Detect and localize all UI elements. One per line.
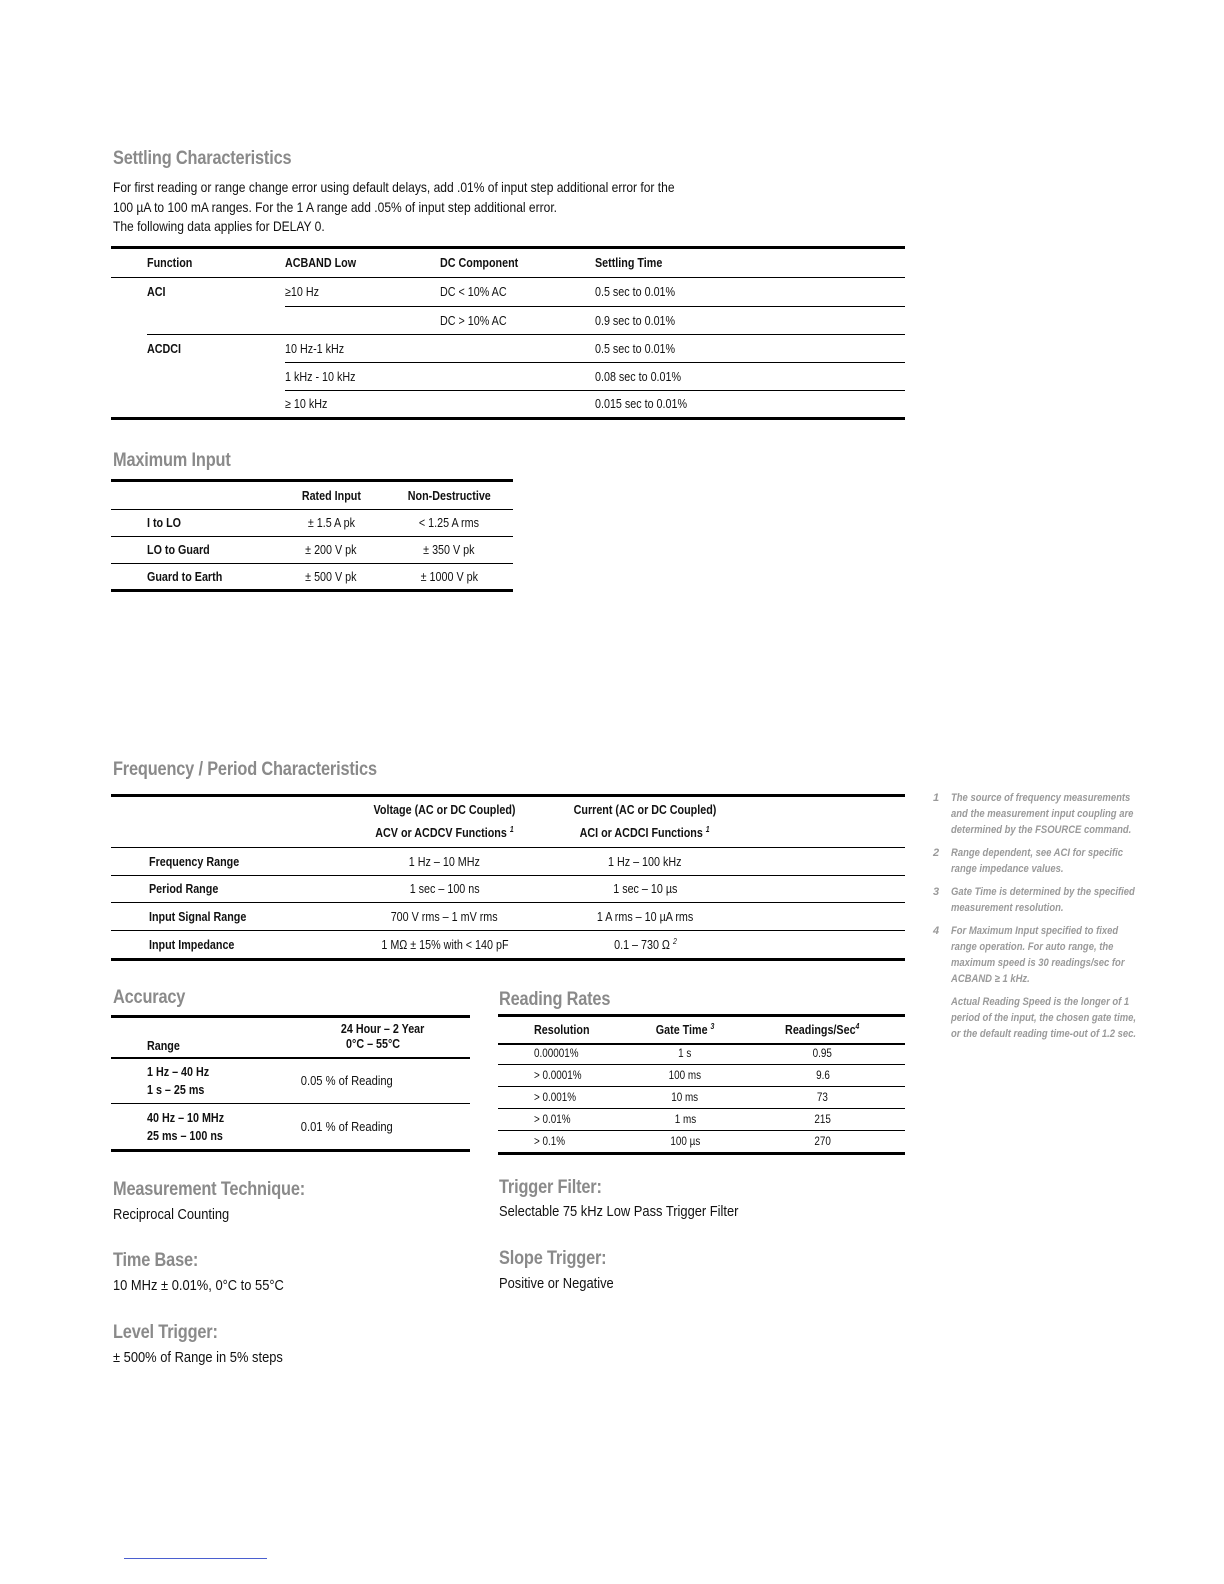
- freq-cell: 1 Hz – 10 MHz: [408, 854, 481, 869]
- footnote-note: [933, 994, 1173, 1046]
- accuracy-range-1: 1 Hz – 40 Hz: [147, 1064, 210, 1079]
- footnote-line: Actual Reading Speed is the longer of 1: [951, 996, 1130, 1008]
- max-cell: ± 1000 V pk: [420, 569, 478, 584]
- max-cell: ± 350 V pk: [423, 543, 475, 557]
- footnote: [933, 923, 1173, 993]
- rr-cell: 215: [814, 1113, 831, 1126]
- max-cell: < 1.25 A rms: [418, 516, 480, 530]
- footnote-line: maximum speed is 30 readings/sec for: [951, 957, 1125, 969]
- rr-cell: 9.6: [815, 1069, 830, 1082]
- footnote-line: or the default reading time-out of 1.2 sec.: [951, 1028, 1137, 1040]
- rr-header-gate-sup: 3: [710, 1022, 715, 1032]
- table-row: [498, 1109, 905, 1131]
- rr-cell: 270: [814, 1135, 831, 1148]
- footnote: [933, 790, 1173, 850]
- max-cell: ± 200 V pk: [305, 543, 357, 557]
- trigger-filter-title: Trigger Filter:: [499, 1177, 602, 1198]
- freq-row-label: Input Signal Range: [149, 909, 247, 924]
- table-row: [111, 931, 905, 960]
- rr-header-readings: Readings/Sec: [785, 1023, 856, 1038]
- table-row: [111, 335, 905, 363]
- table-row: [111, 903, 905, 931]
- freq-h-current-sup: 1: [706, 824, 711, 834]
- accuracy-range-2: 25 ms – 100 ns: [147, 1128, 223, 1143]
- freq-table: [111, 794, 905, 961]
- max-input-table: [111, 479, 513, 592]
- freq-row-label: Frequency Range: [149, 854, 240, 869]
- rr-header-resolution: Resolution: [534, 1022, 590, 1037]
- settling-para-1: For first reading or range change error using default delays, add .01% of input step additional error for the: [113, 179, 675, 195]
- rr-cell: 1 s: [678, 1048, 692, 1061]
- rr-header-gate: Gate Time: [655, 1023, 708, 1038]
- footnote-line: range operation. For auto range, the: [951, 941, 1114, 953]
- footnote: [933, 884, 1173, 924]
- table-row: [498, 1131, 905, 1154]
- max-cell: ± 500 V pk: [305, 569, 357, 584]
- rr-cell: 73: [816, 1091, 828, 1104]
- freq-cell: 1 sec – 10 µs: [612, 882, 678, 896]
- settling-table: [111, 246, 905, 420]
- accuracy-title: Accuracy: [113, 987, 186, 1008]
- table-row: [111, 848, 905, 876]
- rr-cell: > 0.0001%: [534, 1069, 582, 1082]
- settling-cell: 0.015 sec to 0.01%: [595, 397, 688, 411]
- rr-cell: > 0.001%: [534, 1091, 577, 1104]
- settling-cell: 1 kHz - 10 kHz: [285, 369, 356, 384]
- reading-rates-table: [498, 1014, 905, 1155]
- max-cell: I to LO: [147, 516, 182, 530]
- accuracy-header-range: Range: [147, 1038, 180, 1053]
- accuracy-value: 0.01 % of Reading: [300, 1119, 393, 1134]
- freq-cell: 1 sec – 100 ns: [409, 882, 480, 896]
- footer-rule: [124, 1558, 267, 1559]
- accuracy-header-period-1: 24 Hour – 2 Year: [340, 1022, 425, 1037]
- level-trigger-title: Level Trigger:: [113, 1322, 218, 1343]
- max-cell: Guard to Earth: [147, 569, 223, 584]
- footnote-line: determined by the FSOURCE command.: [951, 824, 1132, 836]
- settling-header-function: Function: [147, 256, 193, 270]
- footnote-line: and the measurement input coupling are: [951, 808, 1134, 820]
- table-row: [111, 1104, 470, 1151]
- footnote-num: 2: [933, 847, 940, 859]
- accuracy-table: [111, 1015, 470, 1152]
- settling-cell: ≥10 Hz: [285, 285, 319, 299]
- level-trigger-value: ± 500% of Range in 5% steps: [113, 1349, 283, 1366]
- table-row: [111, 510, 513, 537]
- settling-cell: 0.9 sec to 0.01%: [595, 313, 676, 328]
- freq-cell-sup: 2: [672, 936, 677, 946]
- freq-row-label: Period Range: [149, 882, 219, 896]
- max-header-rated: Rated Input: [301, 488, 361, 503]
- time-base-title: Time Base:: [113, 1250, 199, 1271]
- slope-trigger-value: Positive or Negative: [499, 1275, 614, 1292]
- footnote-line: measurement resolution.: [951, 902, 1064, 914]
- footnote-num: 3: [933, 886, 940, 898]
- slope-trigger-title: Slope Trigger:: [499, 1248, 607, 1269]
- settling-cell: 10 Hz-1 kHz: [285, 341, 345, 356]
- max-cell: ± 1.5 A pk: [307, 516, 355, 530]
- freq-cell: 1 Hz – 100 kHz: [608, 854, 682, 869]
- rr-cell: > 0.01%: [534, 1113, 571, 1126]
- rr-cell: 1 ms: [674, 1113, 696, 1126]
- rr-cell: 100 ms: [668, 1069, 702, 1082]
- footnote-line: Gate Time is determined by the specified: [951, 886, 1135, 898]
- rr-cell: > 0.1%: [534, 1135, 566, 1148]
- freq-h-current-1: Current (AC or DC Coupled): [573, 802, 717, 817]
- reading-rates-title: Reading Rates: [499, 989, 611, 1010]
- max-cell: LO to Guard: [147, 543, 210, 557]
- settling-header-acband: ACBAND Low: [285, 256, 357, 270]
- settling-cell: ACDCI: [147, 341, 182, 356]
- measurement-technique-value: Reciprocal Counting: [113, 1206, 230, 1223]
- table-row: [498, 1087, 905, 1109]
- settling-cell: 0.5 sec to 0.01%: [595, 285, 676, 299]
- settling-cell: DC < 10% AC: [440, 285, 507, 299]
- max-header-nondestructive: Non-Destructive: [407, 488, 491, 503]
- measurement-technique-title: Measurement Technique:: [113, 1179, 306, 1200]
- table-row: [111, 278, 905, 307]
- settling-header-time: Settling Time: [595, 256, 663, 270]
- settling-cell: ACI: [147, 285, 166, 300]
- freq-cell: 1 A rms – 10 µA rms: [596, 909, 694, 924]
- freq-row-label: Input Impedance: [149, 937, 235, 952]
- footnote-line: The source of frequency measurements: [951, 792, 1131, 804]
- rr-header-readings-sup: 4: [855, 1022, 860, 1032]
- rr-cell: 100 µs: [670, 1135, 700, 1148]
- settling-para-2: 100 µA to 100 mA ranges. For the 1 A range add .05% of input step additional error.: [113, 199, 558, 215]
- freq-title: Frequency / Period Characteristics: [113, 759, 377, 780]
- footnote-num: 1: [933, 792, 940, 804]
- trigger-filter-value: Selectable 75 kHz Low Pass Trigger Filter: [499, 1203, 739, 1220]
- settling-cell: ≥ 10 kHz: [285, 397, 328, 411]
- freq-cell: 1 MΩ ± 15% with < 140 pF: [380, 937, 509, 952]
- table-row: [111, 1058, 470, 1104]
- settling-cell: 0.5 sec to 0.01%: [595, 341, 676, 356]
- accuracy-value: 0.05 % of Reading: [300, 1073, 393, 1089]
- settling-header-dc: DC Component: [440, 256, 519, 270]
- settling-title: Settling Characteristics: [113, 148, 292, 169]
- table-row: [498, 1044, 905, 1065]
- freq-h-voltage-sup: 1: [509, 824, 514, 834]
- settling-para-3: The following data applies for DELAY 0.: [113, 218, 325, 234]
- footnote-line: ACBAND ≥ 1 kHz.: [951, 973, 1030, 985]
- footnote: [933, 845, 1173, 885]
- table-row: [111, 307, 905, 335]
- accuracy-range-2: 1 s – 25 ms: [147, 1082, 205, 1097]
- table-row: [498, 1065, 905, 1087]
- table-row: [111, 363, 905, 391]
- footnote-num: 4: [933, 925, 940, 937]
- freq-cell: 700 V rms – 1 mV rms: [391, 909, 498, 924]
- table-row: [111, 876, 905, 903]
- table-row: [111, 537, 513, 564]
- freq-h-current-2: ACI or ACDCI Functions: [579, 826, 704, 841]
- rr-cell: 10 ms: [671, 1091, 699, 1104]
- freq-cell: 0.1 – 730 Ω: [613, 938, 670, 953]
- table-row: [111, 564, 513, 591]
- settling-cell: DC > 10% AC: [440, 313, 507, 328]
- rr-cell: 0.95: [812, 1048, 833, 1061]
- table-row: [111, 391, 905, 419]
- settling-cell: 0.08 sec to 0.01%: [595, 369, 682, 384]
- footnote-line: range impedance values.: [951, 863, 1064, 875]
- rr-cell: 0.00001%: [534, 1048, 579, 1061]
- accuracy-header-period-2: 0°C – 55°C: [346, 1037, 401, 1052]
- footnote-line: For Maximum Input specified to fixed: [951, 925, 1119, 937]
- max-input-title: Maximum Input: [113, 450, 231, 471]
- footnote-line: Range dependent, see ACI for specific: [951, 847, 1124, 859]
- accuracy-range-1: 40 Hz – 10 MHz: [147, 1110, 225, 1125]
- time-base-value: 10 MHz ± 0.01%, 0°C to 55°C: [113, 1277, 284, 1294]
- freq-h-voltage-1: Voltage (AC or DC Coupled): [373, 802, 516, 817]
- footnote-line: period of the input, the chosen gate time,: [951, 1012, 1137, 1024]
- freq-h-voltage-2: ACV or ACDCV Functions: [375, 826, 507, 841]
